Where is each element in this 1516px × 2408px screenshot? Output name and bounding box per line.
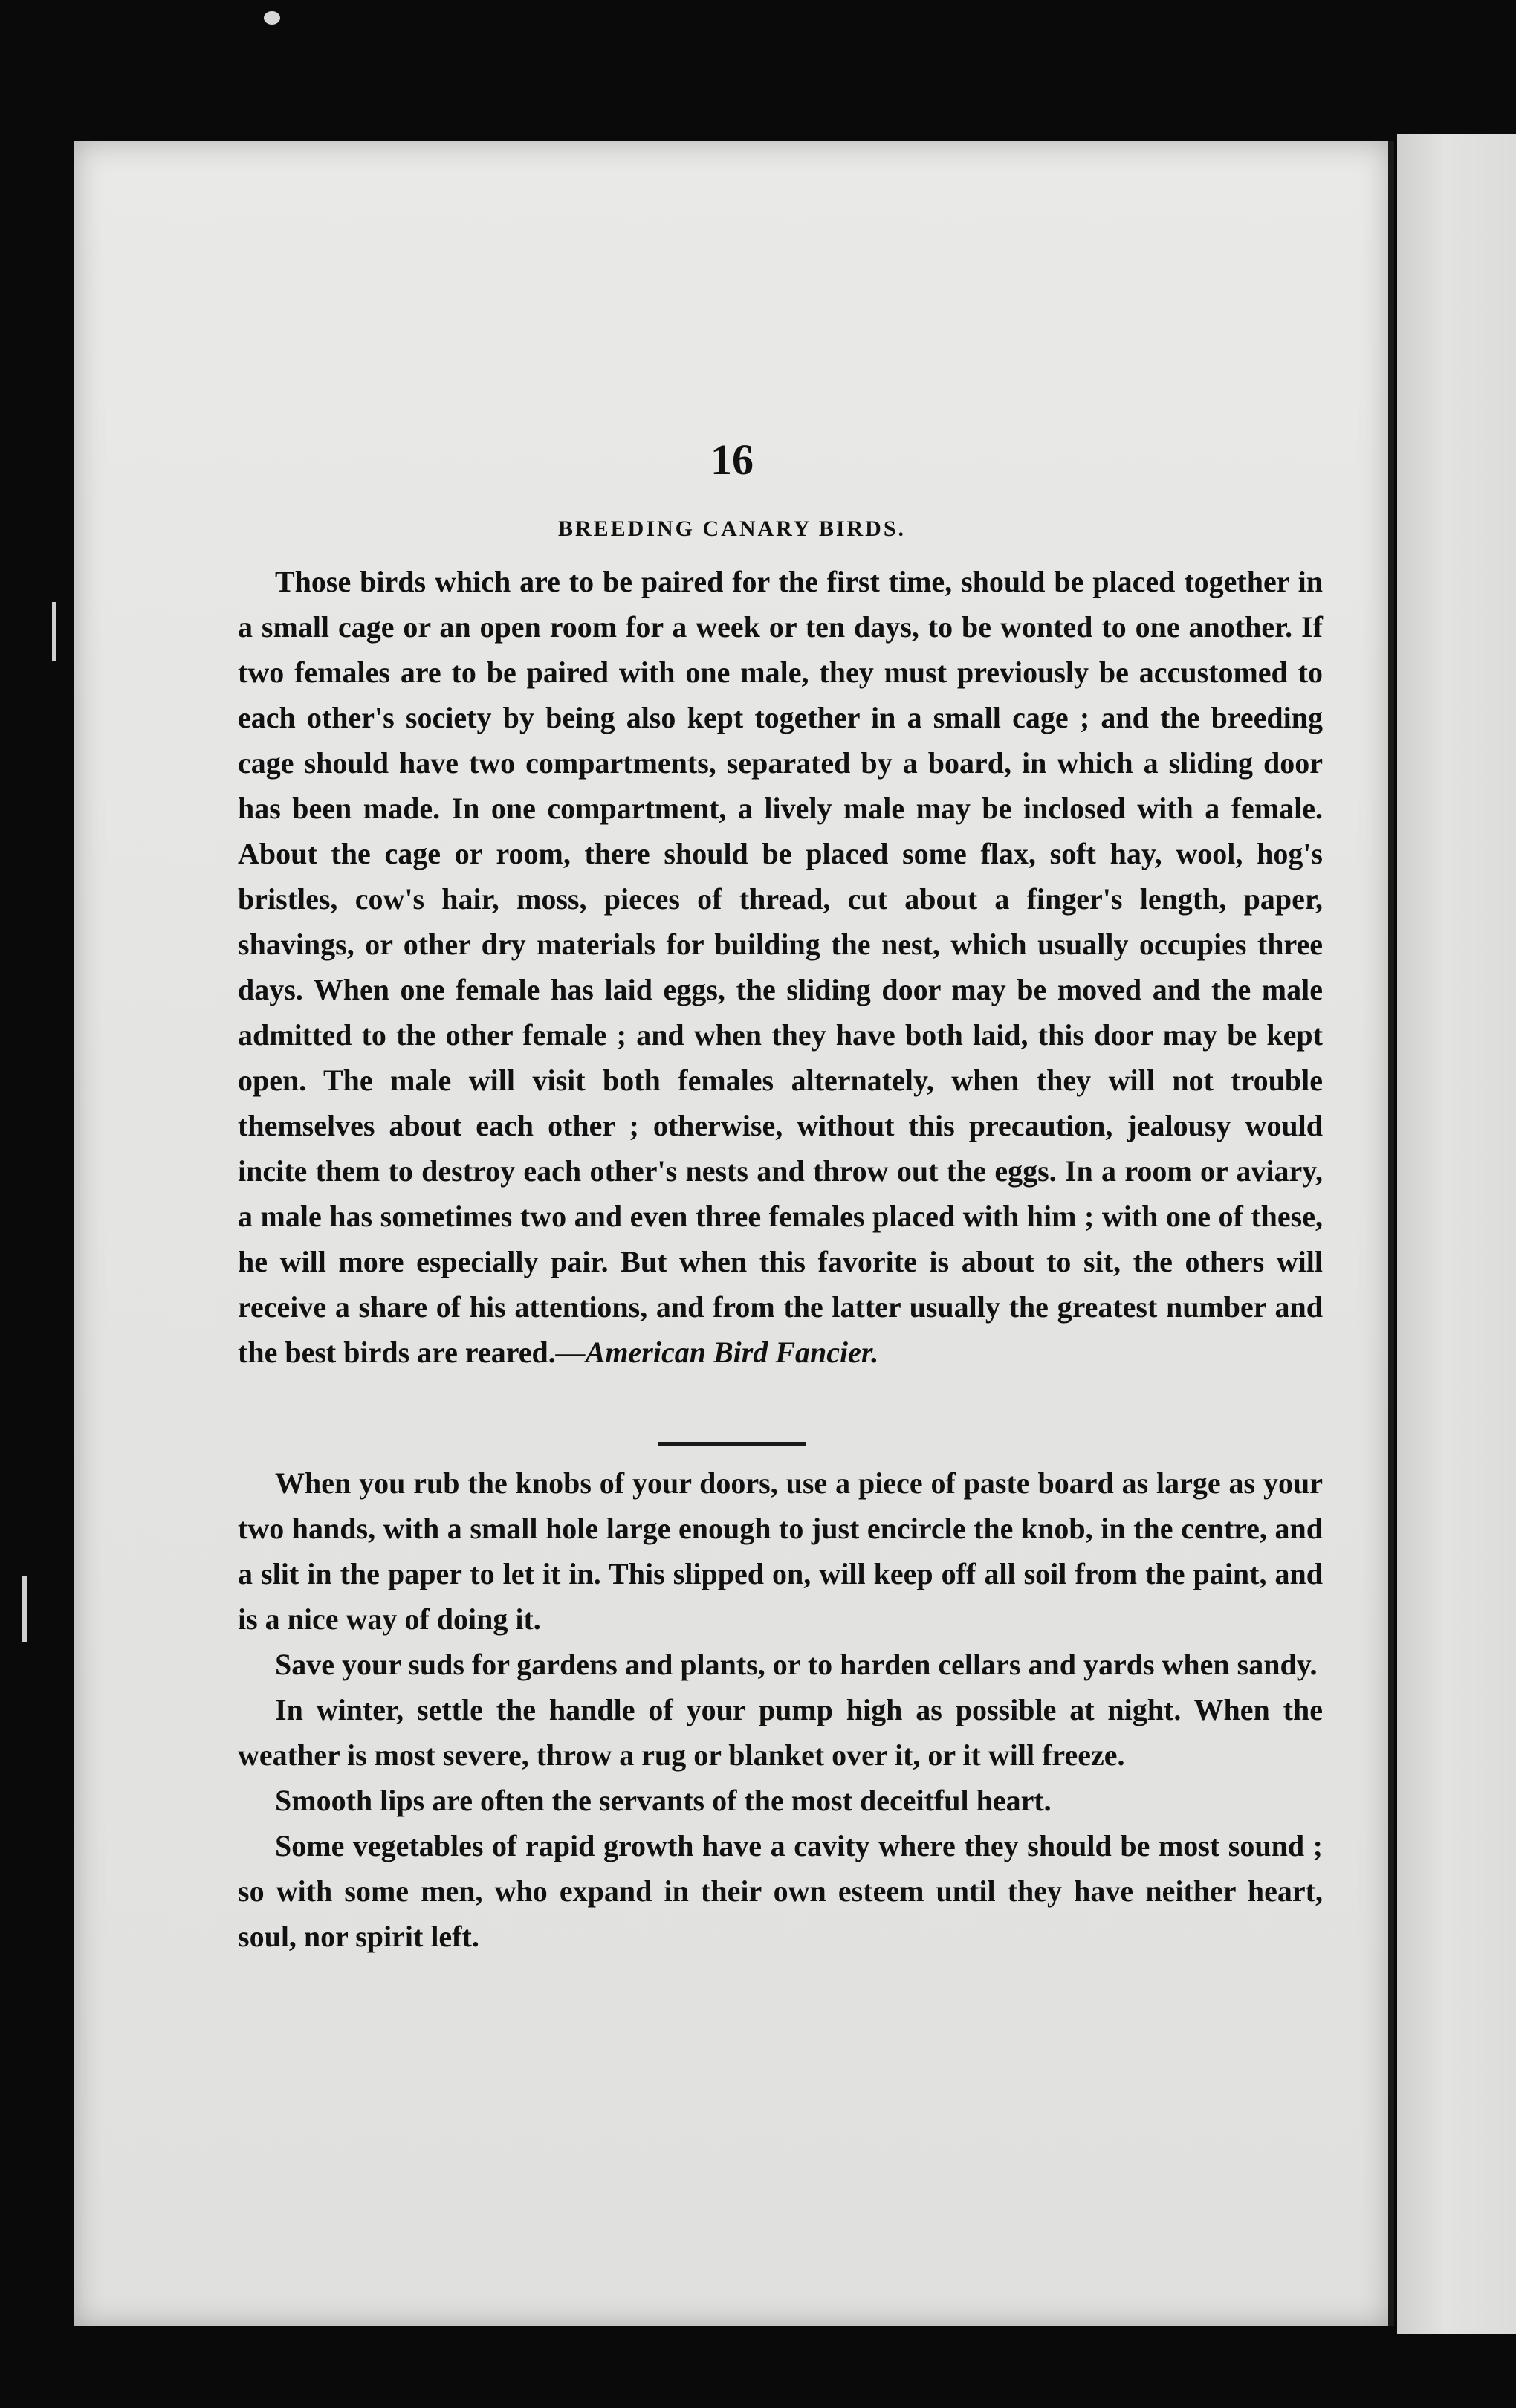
margin-mark xyxy=(52,602,56,661)
household-tips xyxy=(238,1460,1323,1959)
scan-speck xyxy=(264,11,280,25)
adjacent-page-edge xyxy=(1397,134,1516,2334)
tip-paragraph: Save your suds for gardens and plants, or to harden cellars and yards when sandy. xyxy=(275,1648,1318,1681)
article-paragraph xyxy=(238,559,1323,1375)
tip-paragraph: Smooth lips are often the servants of the most deceitful heart. xyxy=(275,1784,1052,1817)
article-body xyxy=(238,559,1323,1375)
section-divider xyxy=(658,1442,806,1446)
binding-gutter xyxy=(1388,141,1394,2326)
tip-paragraph: When you rub the knobs of your doors, use a piece of paste board as large as your two hands, with a small hole large enough to just encircle the knob, in the centre, and a slit in the paper to let it in. This slipped on, will keep off all soil from the paint, and is a nice way of doing it. xyxy=(238,1466,1323,1636)
margin-mark xyxy=(22,1576,27,1642)
article-text: Those birds which are to be paired for the first time, should be placed together in a small cage or an open room for a week or ten days, to be wonted to one another. If two females are to be paired with one male, they must previously be accustomed to each other's society by being also kept together in a small cage ; and the breeding cage should have two compartments, separated by a board, in which a sliding door has been made. In one compartment, a lively male may be inclosed with a female. About the cage or room, there should be placed some flax, soft hay, wool, hog's bristles, cow's hair, moss, pieces of thread, cut about a finger's length, paper, shavings, or other dry materials for building the nest, which usually occupies three days. When one female has laid eggs, the sliding door may be moved and the male admitted to the other female ; and when they have both laid, this door may be kept open. The male will visit both females alternately, when they will not trouble themselves about each other ; otherwise, without this precaution, jealousy would incite them to destroy each other's nests and throw out the eggs. In a room or aviary, a male has sometimes two and even three females placed with him ; with one of these, he will more especially pair. But when this favorite is about to sit, the others will receive a share of his attentions, and from the latter usually the greatest number and the best birds are reared. xyxy=(238,565,1323,1369)
article-attribution: —American Bird Fancier. xyxy=(555,1336,879,1369)
document-page xyxy=(74,141,1390,2326)
tip-paragraph: In winter, settle the handle of your pump high as possible at night. When the weather is most severe, throw a rug or blanket over it, or it will freeze. xyxy=(238,1693,1323,1772)
article-heading: BREEDING CANARY BIRDS. xyxy=(557,517,907,541)
page-number: 16 xyxy=(710,436,754,484)
tip-paragraph: Some vegetables of rapid growth have a cavity where they should be most sound ; so with some men, who expand in their own esteem until they have neither heart, soul, nor spirit left. xyxy=(238,1829,1323,1953)
